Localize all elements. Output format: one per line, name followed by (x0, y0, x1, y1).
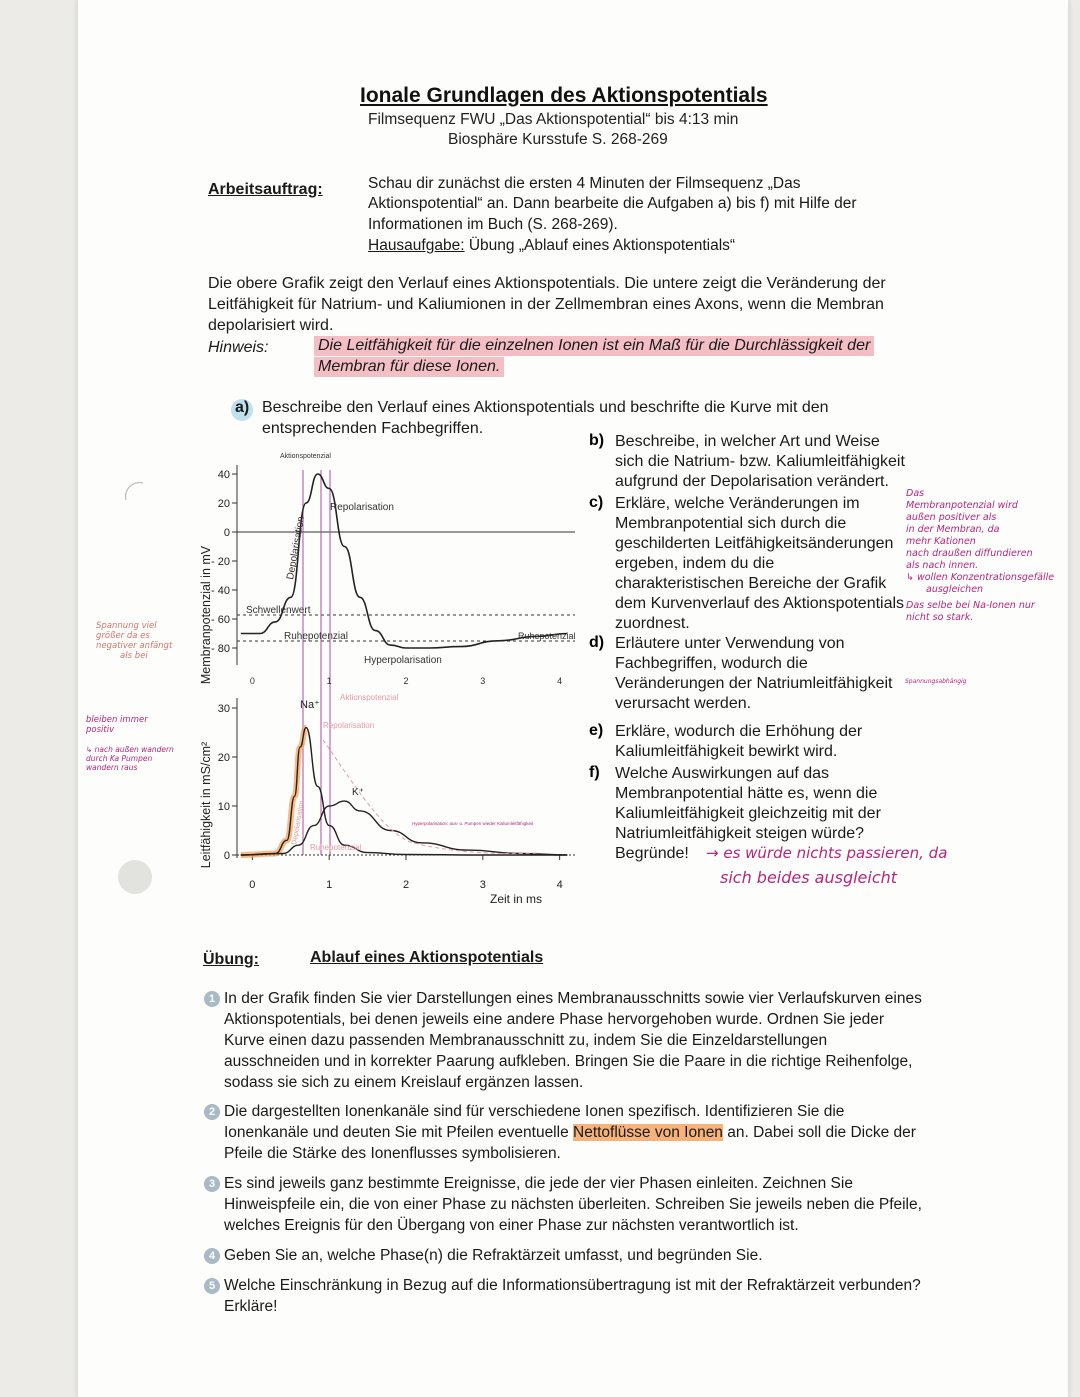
task-line-1-6: zuordnest. (615, 615, 690, 632)
subtitle-film: Filmsequenz FWU „Das Aktionspotential“ bis 4:13 min (368, 111, 739, 128)
homework-label: Hausaufgabe: (368, 237, 465, 254)
ann-repolarisation: Repolarisation (330, 502, 394, 513)
handwritten-note-d: Spannungsabhängig (905, 678, 967, 685)
assignment-line1: Schau dir zunächst die ersten 4 Minuten der Filmsequenz „Das (368, 175, 801, 192)
task-line-4-3: Natriumleitfähigkeit steigen würde? (615, 825, 865, 842)
handwritten-answer-f1: → es würde nichts passieren, da (706, 844, 948, 862)
na-label: Na⁺ (300, 699, 320, 711)
ann-b-depolarisation: Depolarisation (291, 800, 306, 846)
ann-b-ruhepotenzial: Ruhepotenzial (310, 843, 362, 852)
phase-mark-2: 2 (403, 676, 409, 686)
hint-label: Hinweis: (208, 339, 269, 356)
bottom-x-tick-label-1: 1 (326, 879, 333, 891)
exercise-number-2: 2 (204, 1104, 220, 1120)
bottom-x-tick-label-3: 3 (479, 879, 486, 891)
task-a-line1: Beschreibe den Verlauf eines Aktionspotentials und beschrifte die Kurve mit den (262, 399, 829, 416)
ann-b-aktionspotenzial: Aktionspotenzial (340, 693, 399, 702)
task-line-1-0: Erkläre, welche Veränderungen im (615, 495, 860, 512)
ann-aktionspotenzial: Aktionspotenzial (280, 453, 331, 460)
top-yticks (211, 469, 237, 655)
task-line-4-0: Welche Auswirkungen auf das (615, 765, 830, 782)
intro-line3: depolarisiert wird. (208, 317, 334, 334)
phase-mark-4: 4 (557, 676, 563, 686)
task-letter-4: f) (589, 764, 600, 781)
homework-line (368, 236, 735, 256)
ann-b-repolarisation: Repolarisation (323, 721, 375, 730)
exercise-number-1: 1 (204, 991, 220, 1007)
task-line-4-1: Membranpotential hätte es, wenn die (615, 785, 878, 802)
task-letter-0: b) (589, 432, 605, 449)
phase-marks (250, 676, 562, 686)
subtitle-book: Biosphäre Kursstufe S. 268-269 (448, 131, 668, 148)
phase-mark-0: 0 (249, 676, 255, 686)
task-line-3-0: Erkläre, wodurch die Erhöhung der (615, 723, 863, 740)
bottom-x-tick-label-0: 0 (249, 879, 256, 891)
exercise-number-4: 4 (204, 1248, 220, 1264)
exercise-item-4: Geben Sie an, welche Phase(n) die Refraktärzeit umfasst, und begründen Sie. (224, 1247, 763, 1264)
bottom-yticks (218, 703, 237, 862)
intro-line1: Die obere Grafik zeigt den Verlauf eines Aktionspotentials. Die untere zeigt die Veränderung der (208, 275, 886, 292)
task-line-1-5: dem Kurvenverlauf des Aktionspotentials (615, 595, 905, 612)
top-y-tick-label-6: - 80 (211, 643, 230, 655)
handwritten-note-c: Das Membranpotenzial wird außen positiver als in der Membran, da mehr Kationen nach draußen diffundieren als nach innen. ↳ wollen Konzentrationsgefälle ausgleichen Das selbe bei Na-Ionen nur nicht so stark. (906, 488, 1055, 623)
top-y-tick-label-3: - 20 (211, 556, 230, 568)
bottom-ylabel: Leitfähigkeit in mS/cm² (199, 741, 213, 869)
bottom-x-tick-label-4: 4 (556, 879, 563, 891)
task-letter-2: d) (589, 634, 605, 651)
task-line-4-2: Kaliumleitfähigkeit gleichzeitig mit der (615, 805, 881, 822)
task-line-4-4: Begründe! (615, 845, 689, 862)
exercise-item-5: Welche Einschränkung in Bezug auf die Informationsübertragung ist mit der Refraktärzeit verbunden? Erkläre! (224, 1277, 921, 1315)
handwritten-answer-f2: sich beides ausgleicht (720, 868, 898, 887)
bottom-y-tick-label-3: 0 (223, 850, 230, 862)
top-y-tick-label-0: 40 (217, 469, 230, 481)
task-line-1-3: ergeben, indem du die (615, 555, 775, 572)
exercise-item-2: Die dargestellten Ionenkanäle sind für verschiedene Ionen spezifisch. Identifizieren Sie die Ionenkanäle und deuten Sie mit Pfeilen eventuelle Nettoflüsse von Ionen an. Dabei soll die Dicke der Pfeile die Stärke des Ionenflusses symbolisieren. (224, 1103, 916, 1162)
task-letter-1: c) (589, 494, 604, 511)
assignment-line3: Informationen im Buch (S. 268-269). (368, 216, 618, 233)
exercise-item-3: Es sind jeweils ganz bestimmte Ereignisse, die jede der vier Phasen einleiten. Zeichnen Sie Hinweispfeile ein, die von einer Phase zu nächsten überleiten. Schreiben Sie jeweils neben die Pfeile, welches Ereignis für den Übergang von einer Phase zur nächsten verantwortlich ist. (224, 1175, 922, 1234)
phase-mark-3: 3 (480, 676, 486, 686)
top-ylabel: Membranpotenzial in mV (199, 545, 213, 685)
handwritten-left-note3: ↳ nach außen wandern durch Ka Pumpen wandern raus (86, 745, 174, 772)
ann-ruhepotenzial-right: Ruhepotenzial (518, 631, 576, 641)
top-y-tick-label-5: - 60 (211, 614, 230, 626)
bottom-x-tick-label-2: 2 (402, 879, 410, 891)
task-line-2-0: Erläutere unter Verwendung von (615, 635, 845, 652)
handwritten-left-note2: bleiben immer positiv (86, 715, 148, 735)
top-y-tick-label-1: 20 (217, 498, 230, 510)
task-line-2-3: verursacht werden. (615, 695, 752, 712)
k-label: K⁺ (352, 787, 364, 798)
task-line-2-2: Veränderungen der Natriumleitfähigkeit (615, 675, 893, 692)
homework-text: Übung „Ablauf eines Aktionspotentials“ (468, 237, 736, 254)
intro-line2: Leitfähigkeit für Natrium- und Kaliumionen in der Zellmembran eines Axons, wenn die Membran (208, 296, 884, 313)
top-y-tick-label-4: - 40 (211, 585, 230, 597)
exercise-item-1: In der Grafik finden Sie vier Darstellungen eines Membranausschnitts sowie vier Verlaufskurven eines Aktionspotentials, bei denen jeweils eine andere Phase hervorgehoben wurde. Ordnen Sie jeder Kurve einen dazu passenden Membranausschnitt zu, indem Sie die Einzeldarstellungen ausschneiden und in korrekter Paarung aufkleben. Bringen Sie die Paare in die richtige Reihenfolge, sodass sie sich zu einem Kreislauf ergänzen lassen. (224, 990, 922, 1091)
assignment-line2: Aktionspotential“ an. Dann bearbeite die Aufgaben a) bis f) mit Hilfe der (368, 195, 857, 212)
bottom-y-tick-label-2: 10 (217, 801, 230, 813)
task-a-line2: entsprechenden Fachbegriffen. (262, 420, 484, 437)
bottom-y-tick-label-1: 20 (217, 752, 230, 764)
task-line-1-2: geschilderten Leitfähigkeitsänderungen (615, 535, 894, 552)
hole-punch-outline (118, 478, 148, 508)
task-line-1-1: Membranpotential sich durch die (615, 515, 847, 532)
ann-ruhepotenzial: Ruhepotenzial (284, 631, 348, 642)
assignment-label: Arbeitsauftrag: (208, 181, 323, 198)
task-line-0-2: aufgrund der Depolarisation verändert. (615, 473, 889, 490)
hint-line2: Membran für diese Ionen. (314, 357, 504, 377)
bottom-xticks (249, 855, 562, 891)
bottom-y-tick-label-0: 30 (217, 703, 230, 715)
hint-line1: Die Leitfähigkeit für die einzelnen Ionen ist ein Maß für die Durchlässigkeit der (314, 336, 874, 356)
exercise-label: Übung: (203, 951, 259, 968)
handwritten-left-note1: Spannung viel größer da es negativer anfängt als bei (96, 621, 173, 661)
exercise-title: Ablauf eines Aktionspotentials (310, 949, 544, 966)
charts-svg (180, 440, 590, 915)
exercise-number-5: 5 (204, 1278, 220, 1294)
ann-b-small-note: Hyperpolarisation: aus- u. Pumpen wieder Kaliumleitfähigkeit (412, 821, 534, 826)
task-line-3-1: Kaliumleitfähigkeit bewirkt wird. (615, 743, 838, 760)
task-line-1-4: charakteristischen Bereiche der Grafik (615, 575, 887, 592)
task-a-letter: a) (235, 399, 250, 416)
task-line-2-1: Fachbegriffen, wodurch die (615, 655, 808, 672)
bottom-xlabel: Zeit in ms (490, 892, 543, 906)
top-y-tick-label-2: 0 (223, 527, 230, 539)
ann-schwellenwert: Schwellenwert (246, 605, 311, 616)
page-title: Ionale Grundlagen des Aktionspotentials (360, 84, 768, 107)
ann-depolarisation: Depolarisation (285, 515, 308, 581)
hole-punch-mark (118, 860, 152, 894)
phase-mark-1: 1 (326, 676, 332, 686)
task-line-0-1: sich die Natrium- bzw. Kaliumleitfähigkeit (615, 453, 905, 470)
exercise-number-3: 3 (204, 1176, 220, 1192)
task-letter-3: e) (589, 722, 604, 739)
task-line-0-0: Beschreibe, in welcher Art und Weise (615, 433, 880, 450)
ann-hyperpolarisation: Hyperpolarisation (364, 655, 442, 666)
